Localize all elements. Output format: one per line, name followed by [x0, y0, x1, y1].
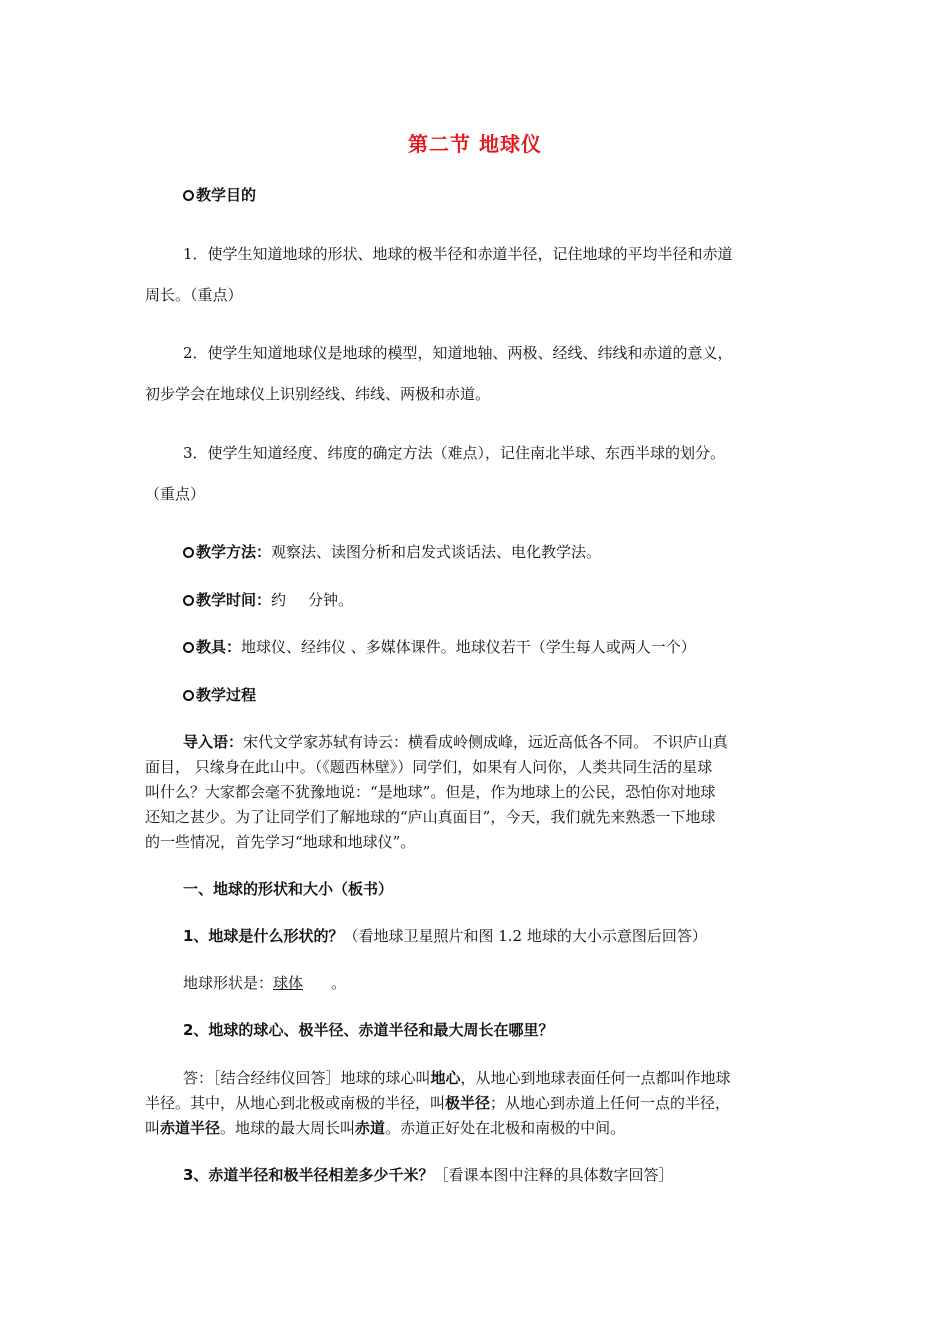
answer-1: 地球形状是：球体 。 [183, 974, 347, 992]
heading-text: 教学过程 [196, 686, 257, 704]
method-line [183, 542, 601, 562]
section-heading-goals [183, 185, 256, 205]
tools-label: 教具： [196, 638, 242, 656]
section-heading-process [183, 685, 256, 705]
question-1 [183, 926, 707, 946]
circle-bullet-icon [183, 642, 194, 653]
intro-line-4: 还知之甚少。为了让同学们了解地球的“庐山真面目”，今天，我们就先来熟悉一下地球 [145, 808, 716, 826]
goal-2-line-1: 2．使学生知道地球仪是地球的模型，知道地轴、两极、经线、纬线和赤道的意义， [183, 344, 733, 362]
goal-1-line-1: 1．使学生知道地球的形状、地球的极半径和赤道半径，记住地球的平均半径和赤道 [183, 245, 733, 263]
question-3-title: 3、赤道半径和极半径相差多少千米？ [183, 1166, 434, 1184]
answer-2-line-3: 叫赤道半径。地球的最大周长叫赤道。赤道正好处在北极和南极的中间。 [145, 1119, 626, 1137]
question-1-note: （看地球卫星照片和图 1.2 地球的大小示意图后回答） [343, 927, 707, 945]
page-title: 第二节 地球仪 [408, 132, 542, 156]
tools-line [183, 637, 696, 657]
answer-2-line-2: 半径。其中，从地心到北极或南极的半径，叫极半径；从地心到赤道上任何一点的半径， [145, 1094, 731, 1112]
question-1-title: 1、地球是什么形状的？ [183, 927, 344, 945]
time-text-b: 分钟。 [308, 591, 354, 609]
question-2: 2、地球的球心、极半径、赤道半径和最大周长在哪里？ [183, 1021, 554, 1039]
intro-line-1 [183, 732, 728, 752]
keyword-equator: 赤道 [355, 1119, 386, 1137]
question-3 [183, 1165, 673, 1185]
answer-1-value: 球体 [273, 974, 304, 992]
intro-label: 导入语： [183, 733, 244, 751]
circle-bullet-icon [183, 690, 194, 701]
keyword-equator-radius: 赤道半径 [160, 1119, 221, 1137]
intro-text: 宋代文学家苏轼有诗云：横看成岭侧成峰，远近高低各不同。 不识庐山真 [243, 733, 728, 751]
time-label: 教学时间： [196, 591, 272, 609]
question-3-note: ［看课本图中注释的具体数字回答］ [433, 1166, 674, 1184]
goal-3-line-2: （重点） [145, 485, 206, 503]
intro-line-5: 的一些情况，首先学习“地球和地球仪”。 [145, 833, 416, 851]
circle-bullet-icon [183, 595, 194, 606]
heading-text: 教学目的 [196, 186, 257, 204]
method-text: 观察法、读图分析和启发式谈话法、电化教学法。 [271, 543, 602, 561]
goal-3-line-1: 3．使学生知道经度、纬度的确定方法（难点），记住南北半球、东西半球的划分。 [183, 444, 726, 462]
circle-bullet-icon [183, 547, 194, 558]
keyword-geocenter: 地心 [430, 1069, 461, 1087]
method-label: 教学方法： [196, 543, 272, 561]
tools-text: 地球仪、经纬仪 、多媒体课件。地球仪若干（学生每人或两人一个） [241, 638, 696, 656]
section-1-heading: 一、地球的形状和大小（板书） [183, 880, 394, 898]
intro-line-2: 面目， 只缘身在此山中。（《题西林壁》）同学们，如果有人问你，人类共同生活的星球 [145, 758, 713, 776]
time-line [183, 590, 353, 610]
goal-1-line-2: 周长。（重点） [145, 286, 243, 304]
circle-bullet-icon [183, 190, 194, 201]
goal-2-line-2: 初步学会在地球仪上识别经线、纬线、两极和赤道。 [145, 385, 491, 403]
intro-line-3: 叫什么？大家都会毫不犹豫地说：“是地球”。但是，作为地球上的公民，恐怕你对地球 [145, 783, 716, 801]
keyword-polar-radius: 极半径 [445, 1094, 491, 1112]
answer-1-prefix: 地球形状是： [183, 974, 274, 992]
answer-2-line-1: 答：［结合经纬仪回答］地球的球心叫地心，从地心到地球表面任何一点都叫作地球 [183, 1069, 731, 1087]
time-text-a: 约 [271, 591, 287, 609]
